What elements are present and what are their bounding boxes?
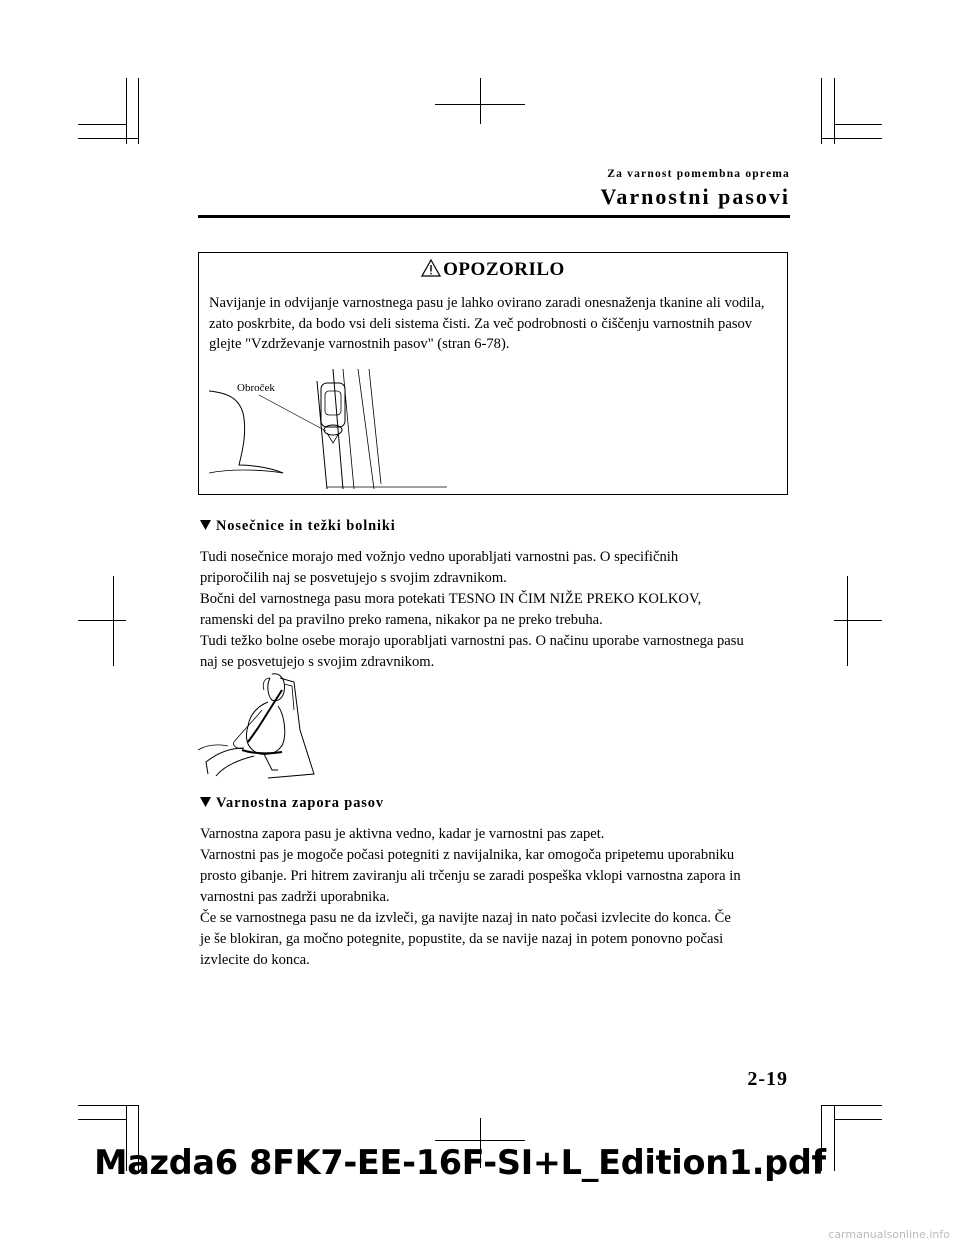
watermark: carmanualsonline.info — [828, 1228, 950, 1241]
text-line: Bočni del varnostnega pasu mora potekati TESNO IN ČIM NIŽE PREKO KOLKOV, — [200, 591, 702, 607]
warning-title — [199, 259, 787, 281]
warning-title-text: OPOZORILO — [443, 259, 565, 280]
section-heading-belt-lock: Varnostna zapora pasov — [200, 795, 384, 812]
section-heading-pregnant: Nosečnice in težki bolniki — [200, 518, 396, 535]
header-rule — [198, 215, 790, 218]
footer-filename: Mazda6 8FK7-EE-16F-SI+L_Edition1.pdf — [94, 1143, 826, 1182]
text-line: Varnostni pas je mogoče počasi potegniti z navijalnika, kar omogoča pripetemu uporabniku — [200, 847, 735, 863]
warning-triangle-icon — [421, 259, 441, 277]
page-title: Varnostni pasovi — [600, 184, 790, 209]
section1-body — [200, 547, 795, 673]
text-line: naj se posvetujejo s svojim zdravnikom. — [200, 654, 435, 670]
figure-label-obrocek: Obroček — [237, 382, 275, 394]
text-line: izvlecite do konca. — [200, 952, 310, 968]
text-line: Tudi težko bolne osebe morajo uporabljati varnostni pas. O načinu uporabe varnostnega pasu — [200, 633, 744, 649]
header-section-label: Za varnost pomembna oprema — [607, 168, 790, 180]
text-line: Če se varnostnega pasu ne da izvleči, ga navijte nazaj in nato počasi izvlecite do konca. Če — [200, 910, 731, 926]
text-line: Varnostna zapora pasu je aktivna vedno, kadar je varnostni pas zapet. — [200, 826, 605, 842]
text-line: prosto gibanje. Pri hitrem zaviranju ali trčenju se zaradi pospeška vklopi varnostna zapora in — [200, 868, 741, 884]
text-line: Tudi nosečnice morajo med vožnjo vedno uporabljati varnostni pas. O specifičnih — [200, 549, 679, 565]
seatbelt-ring-illustration — [209, 369, 459, 491]
text-line: varnostni pas zadrži uporabnika. — [200, 889, 390, 905]
warning-text: Navijanje in odvijanje varnostnega pasu je lahko ovirano zaradi onesnaženja tkanine ali vodila, zato poskrbite, da bodo vsi deli sistema čisti. Za več podrobnosti o čiščenju varnostnih pasov glejte "Vzdrževanje varnostnih pasov" (stran 6-78). — [209, 295, 765, 352]
section2-body — [200, 824, 795, 971]
pregnant-woman-seatbelt-illustration — [198, 670, 316, 782]
text-line: ramenski del pa pravilno preko ramena, nikakor pa ne preko trebuha. — [200, 612, 603, 628]
warning-box — [198, 252, 788, 495]
triangle-bullet-icon — [200, 520, 211, 530]
text-line: je še blokiran, ga močno potegnite, popustite, da se navije nazaj in potem ponovno počasi — [200, 931, 724, 947]
text-line: priporočilih naj se posvetujejo s svojim zdravnikom. — [200, 570, 507, 586]
triangle-bullet-icon — [200, 797, 211, 807]
page-number: 2-19 — [747, 1068, 788, 1090]
